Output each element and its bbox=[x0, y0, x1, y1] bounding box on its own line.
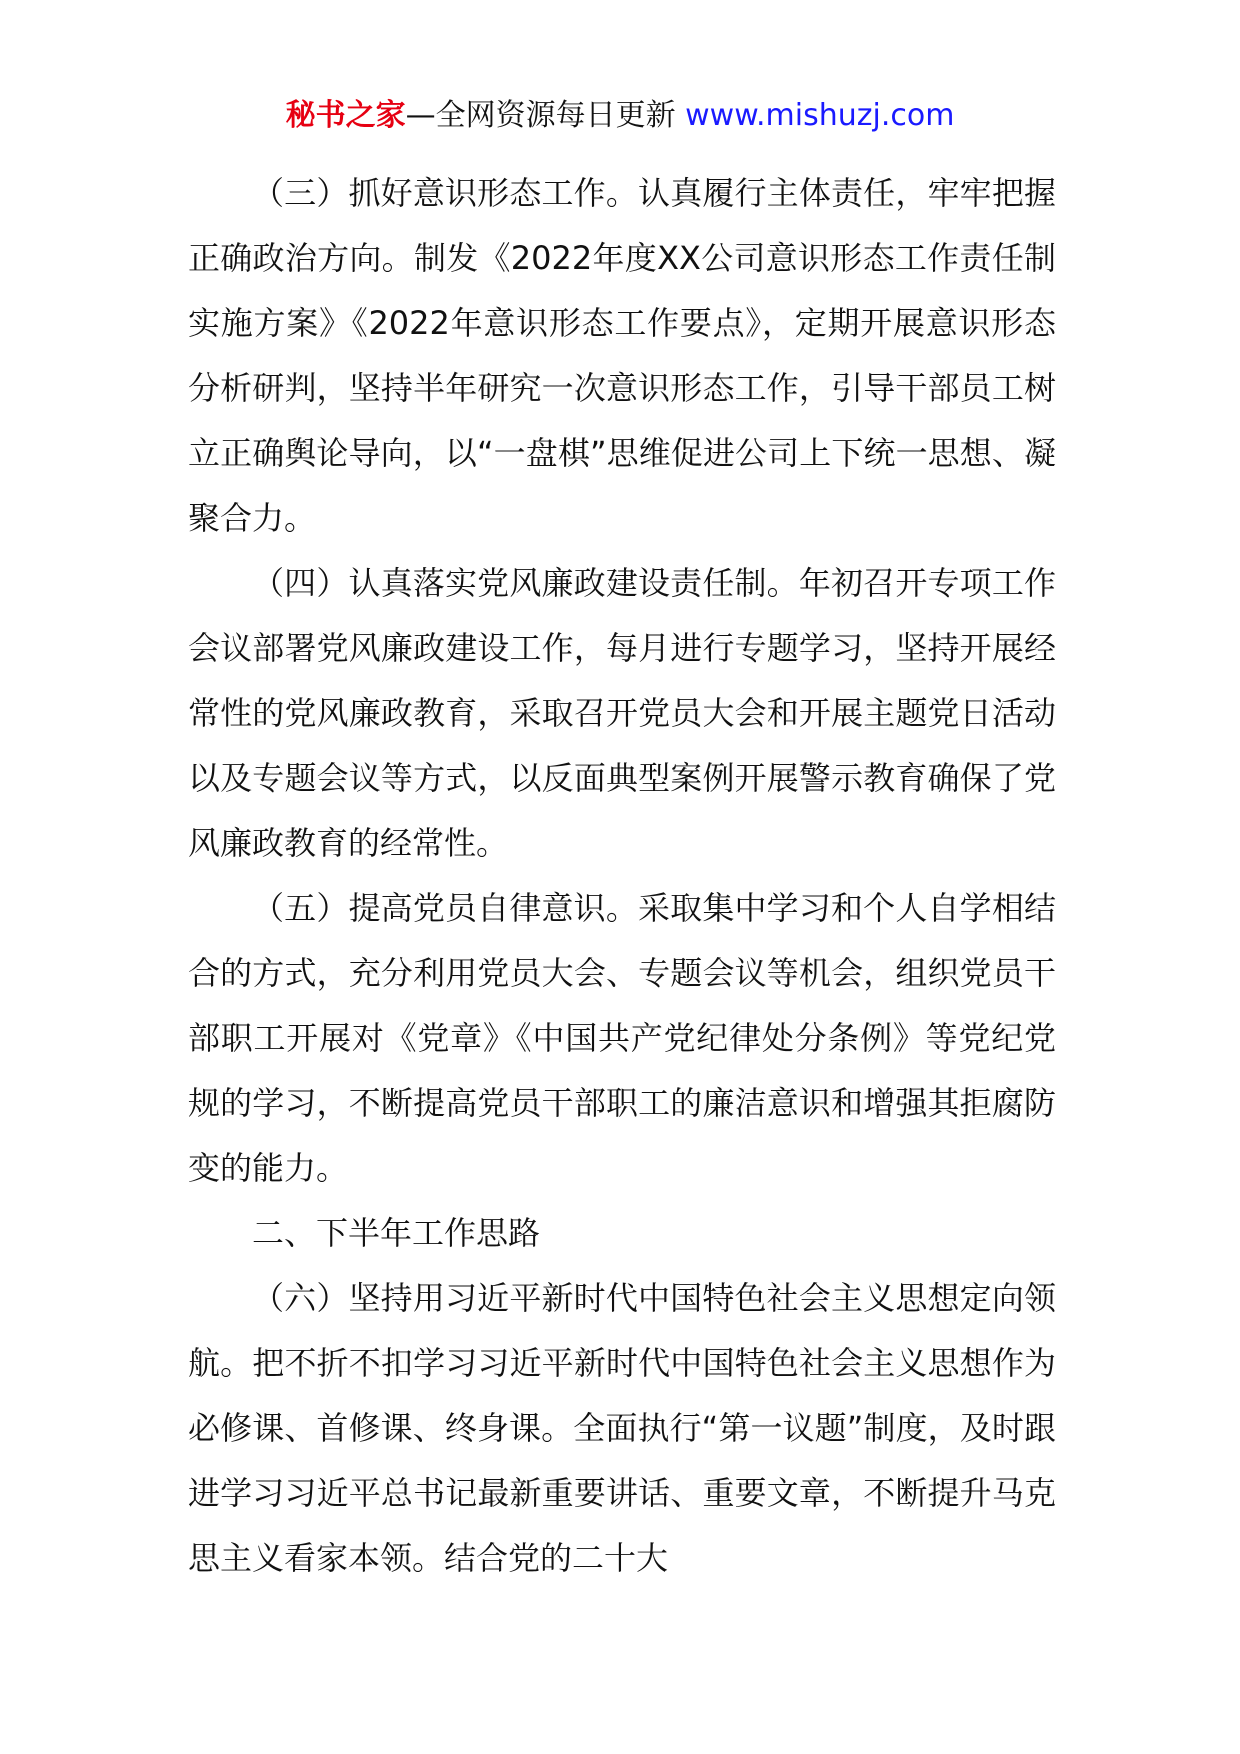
paragraph-guiding-thought: （六）坚持用习近平新时代中国特色社会主义思想定向领航。把不折不扣学习习近平新时代中国特色社会主义思想作为必修课、首修课、终身课。全面执行“第一议题”制度，及时跟进学习习近平总书记最新重要讲话、重要文章，不断提升马克思主义看家本领。结合党的二十大 bbox=[188, 1279, 1056, 1577]
site-brand: 秘书之家 bbox=[285, 98, 406, 133]
site-tagline: —全网资源每日更新 bbox=[405, 98, 686, 133]
section-heading-second-half: 二、下半年工作思路 bbox=[252, 1214, 541, 1252]
paragraph-clean-government: （四）认真落实党风廉政建设责任制。年初召开专项工作会议部署党风廉政建设工作，每月进行专题学习，坚持开展经常性的党风廉政教育，采取召开党员大会和开展主题党日活动以及专题会议等方式，以反面典型案例开展警示教育确保了党风廉政教育的经常性。 bbox=[188, 564, 1056, 862]
document-body bbox=[188, 161, 1056, 1591]
paragraph-ideology-work: （三）抓好意识形态工作。认真履行主体责任，牢牢把握正确政治方向。制发《2022年度XX公司意识形态工作责任制实施方案》《2022年意识形态工作要点》，定期开展意识形态分析研判，坚持半年研究一次意识形态工作，引导干部员工树立正确舆论导向，以“一盘棋”思维促进公司上下统一思想、凝聚合力。 bbox=[188, 174, 1056, 537]
paragraph-self-discipline: （五）提高党员自律意识。采取集中学习和个人自学相结合的方式，充分利用党员大会、专题会议等机会，组织党员干部职工开展对《党章》《中国共产党纪律处分条例》等党纪党规的学习，不断提高党员干部职工的廉洁意识和增强其拒腐防变的能力。 bbox=[188, 889, 1056, 1187]
site-url-link[interactable]: www.mishuzj.com bbox=[685, 98, 955, 133]
site-header bbox=[0, 96, 1240, 136]
